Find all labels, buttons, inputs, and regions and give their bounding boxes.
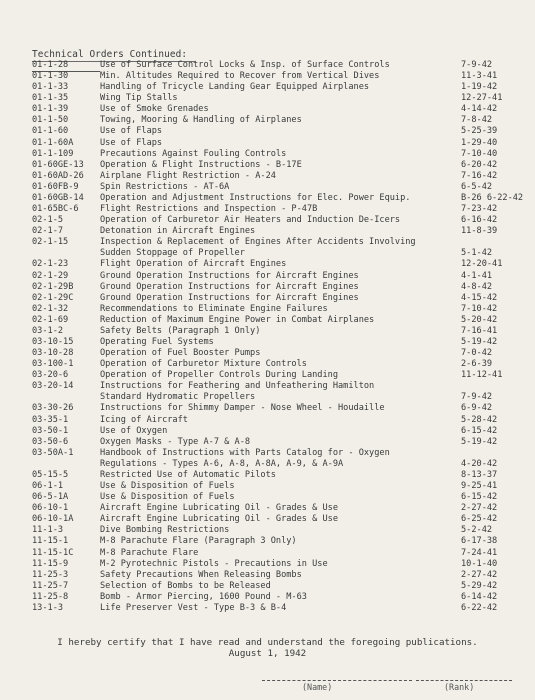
order-number: 03-50A-1 [32, 447, 74, 458]
order-title: Aircraft Engine Lubricating Oil - Grades & Use [100, 503, 338, 514]
order-title: Standard Hydromatic Propellers [100, 392, 256, 403]
order-date: 6-22-42 [461, 602, 498, 613]
order-title: Spin Restrictions - AT-6A [100, 181, 230, 192]
order-date: 10-1-40 [461, 558, 498, 569]
table-row [0, 481, 535, 492]
order-date: 5-25-39 [461, 126, 498, 137]
order-number: 03-10-15 [32, 337, 74, 347]
table-row [0, 370, 535, 381]
order-title: Instructions for Feathering and Unfeathering Hamilton [100, 381, 375, 392]
table-row [0, 359, 535, 370]
order-title: Ground Operation Instructions for Aircraft Engines [100, 270, 359, 281]
order-number: 02-1-29 [32, 270, 69, 281]
order-title: Dive Bombing Restrictions [100, 525, 230, 536]
table-row [0, 293, 535, 304]
order-number: 01-1-39 [32, 104, 69, 115]
order-number: 01-1-33 [32, 82, 69, 93]
table-row [0, 82, 535, 93]
order-date: 11-12-41 [461, 370, 503, 381]
order-title: Wing Tip Stalls [100, 93, 178, 104]
order-title: Towing, Mooring & Handling of Airplanes [100, 115, 302, 126]
order-title: Precautions Against Fouling Controls [100, 148, 287, 159]
order-date: 6-17-38 [461, 536, 498, 547]
order-number: 03-20-14 [32, 381, 74, 392]
table-row [0, 470, 535, 481]
order-date: 5-29-42 [461, 580, 498, 591]
order-title: Operation of Carburetor Air Heaters and Induction De-Icers [100, 215, 401, 226]
order-number: 02-1-7 [32, 226, 64, 237]
table-row [0, 503, 535, 514]
order-title: M-2 Pyrotechnic Pistols - Precautions in Use [100, 558, 328, 569]
order-date: 4-1-41 [461, 270, 493, 281]
table-row [0, 581, 535, 592]
order-title: Ground Operation Instructions for Aircraft Engines [100, 292, 359, 303]
table-row [0, 282, 535, 293]
table-row [0, 559, 535, 570]
order-title: Sudden Stoppage of Propeller [100, 248, 245, 259]
order-title: Bomb - Armor Piercing, 1600 Pound - M-63 [100, 591, 307, 602]
order-number: 01-60AD-26 [32, 170, 84, 181]
order-number: 01-60GB-14 [32, 192, 84, 203]
order-date: 7-8-42 [461, 115, 493, 126]
table-row [0, 570, 535, 581]
table-row [0, 226, 535, 237]
order-title: M-8 Parachute Flare [100, 547, 199, 558]
table-row [0, 126, 535, 137]
table-row [0, 603, 535, 614]
table-row [0, 182, 535, 193]
table-row [0, 448, 535, 459]
order-number: 01-1-109 [32, 148, 74, 159]
table-row [0, 93, 535, 104]
order-title: Inspection & Replacement of Engines After Accidents Involving [100, 237, 416, 248]
name-label: (Name) [302, 682, 333, 692]
order-title: Instructions for Shimmy Damper - Nose Wheel - Houdaille [100, 403, 385, 414]
order-title: Regulations - Types A-6, A-8, A-8A, A-9, & A-9A [100, 458, 344, 469]
order-title: Safety Belts (Paragraph 1 Only) [100, 325, 261, 336]
order-title: Detonation in Aircraft Engines [100, 226, 256, 237]
order-title: Use of Flaps [100, 137, 163, 148]
table-row [0, 348, 535, 359]
table-row [0, 304, 535, 315]
order-date: 6-25-42 [461, 514, 498, 525]
order-title: Operation of Carburetor Mixture Controls [100, 359, 307, 370]
order-number: 06-1-1 [32, 481, 64, 492]
order-title: Use of Smoke Grenades [100, 104, 209, 115]
order-date: 7-24-41 [461, 547, 498, 558]
order-date: 5-2-42 [461, 525, 493, 536]
order-title: Operation and Adjustment Instructions for Elec. Power Equip. [100, 192, 411, 203]
certification-date: August 1, 1942 [228, 648, 307, 659]
table-row [0, 138, 535, 149]
order-title: Operating Fuel Systems [100, 337, 214, 347]
table-row [0, 525, 535, 536]
table-row [0, 415, 535, 426]
order-title: Aircraft Engine Lubricating Oil - Grades & Use [100, 514, 338, 525]
order-date: 7-23-42 [461, 204, 498, 215]
order-number: 11-25-3 [32, 569, 69, 580]
order-number: 01-1-35 [32, 93, 69, 104]
order-date: 1-29-40 [461, 137, 498, 148]
table-row [0, 326, 535, 337]
order-title: Operation of Fuel Booster Pumps [100, 348, 261, 359]
order-title: Selection of Bombs to be Released [100, 580, 271, 591]
order-date: 1-19-42 [461, 82, 498, 93]
table-row [0, 259, 535, 270]
table-row [0, 381, 535, 392]
order-title: Use of Oxygen [100, 425, 168, 436]
order-number: 03-30-26 [32, 403, 74, 414]
order-title: Use & Disposition of Fuels [100, 481, 235, 492]
table-row [0, 215, 535, 226]
order-number: 02-1-23 [32, 259, 69, 270]
order-number: 03-35-1 [32, 414, 69, 425]
order-date: 7-10-42 [461, 303, 498, 314]
order-date: 5-28-42 [461, 414, 498, 425]
table-row [0, 237, 535, 248]
certification-statement: I hereby certify that I have read and understand the foregoing publications. [57, 637, 478, 648]
order-title: Handling of Tricycle Landing Gear Equipped Airplanes [100, 82, 370, 93]
order-date: 6-5-42 [461, 181, 493, 192]
order-date: 12-27-41 [461, 93, 503, 104]
order-title: Handbook of Instructions with Parts Catalog for - Oxygen [100, 447, 390, 458]
order-date: 7-16-42 [461, 170, 498, 181]
order-title: Operation of Propeller Controls During Landing [100, 370, 338, 381]
order-number: 11-25-8 [32, 591, 69, 602]
order-title: Reduction of Maximum Engine Power in Combat Airplanes [100, 314, 375, 325]
table-row [0, 271, 535, 282]
order-date: 6-15-42 [461, 425, 498, 436]
table-row [0, 115, 535, 126]
order-number: 03-20-6 [32, 370, 69, 381]
table-row [0, 204, 535, 215]
order-date: 4-8-42 [461, 281, 493, 292]
order-number: 03-100-1 [32, 359, 74, 370]
table-row [0, 248, 535, 259]
order-number: 01-60GE-13 [32, 159, 84, 170]
order-date: 6-16-42 [461, 215, 498, 226]
order-number: 01-65BC-6 [32, 204, 79, 215]
order-date: 7-0-42 [461, 348, 493, 359]
order-number: 01-1-50 [32, 115, 69, 126]
order-number: 02-1-69 [32, 314, 69, 325]
order-number: 11-25-7 [32, 580, 69, 591]
order-date: 5-20-42 [461, 314, 498, 325]
table-row [0, 403, 535, 414]
order-date: 6-14-42 [461, 591, 498, 602]
table-row [0, 193, 535, 204]
order-number: 11-15-1C [32, 547, 74, 558]
order-number: 03-1-2 [32, 325, 64, 336]
table-row [0, 149, 535, 160]
order-title: Airplane Flight Restriction - A-24 [100, 170, 276, 181]
order-number: 01-1-30 [32, 71, 69, 82]
order-date: 7-16-41 [461, 325, 498, 336]
order-date: 2-27-42 [461, 569, 498, 580]
table-row [0, 160, 535, 171]
order-title: Safety Precautions When Releasing Bombs [100, 569, 302, 580]
order-number: 03-50-1 [32, 425, 69, 436]
order-date: 7-9-42 [461, 392, 493, 403]
order-title: Use of Flaps [100, 126, 163, 137]
order-date: 5-1-42 [461, 248, 493, 259]
rank-label: (Rank) [444, 682, 475, 692]
table-row [0, 315, 535, 326]
order-title: Use & Disposition of Fuels [100, 492, 235, 503]
order-number: 02-1-29B [32, 281, 74, 292]
order-number: 03-50-6 [32, 436, 69, 447]
order-number: 11-15-1 [32, 536, 69, 547]
order-number: 06-10-1 [32, 503, 69, 514]
order-number: 02-1-29C [32, 292, 74, 303]
order-date: 2-27-42 [461, 503, 498, 514]
order-date: 12-20-41 [461, 259, 503, 270]
name-signature-line [262, 680, 412, 681]
order-title: Ground Operation Instructions for Aircraft Engines [100, 281, 359, 292]
order-title: Icing of Aircraft [100, 414, 188, 425]
table-row [0, 437, 535, 448]
table-row [0, 337, 535, 348]
order-title: M-8 Parachute Flare (Paragraph 3 Only) [100, 536, 297, 547]
table-row [0, 426, 535, 437]
order-date: 8-13-37 [461, 469, 498, 480]
order-date: B-26 6-22-42 [461, 192, 524, 203]
table-row [0, 514, 535, 525]
order-date: 6-20-42 [461, 159, 498, 170]
order-date: 11-3-41 [461, 71, 498, 82]
order-number: 01-1-60A [32, 137, 74, 148]
table-row [0, 459, 535, 470]
table-row [0, 104, 535, 115]
order-number: 01-1-28 [32, 60, 100, 72]
order-title: Restricted Use of Automatic Pilots [100, 469, 276, 480]
order-number: 11-1-3 [32, 525, 64, 536]
heading-text: Technical Orders Continued: [32, 49, 188, 60]
order-title: Life Preserver Vest - Type B-3 & B-4 [100, 602, 287, 613]
order-title: Recommendations to Eliminate Engine Failures [100, 303, 328, 314]
order-date: 6-15-42 [461, 492, 498, 503]
order-date: 7-10-40 [461, 148, 498, 159]
order-number: 02-1-32 [32, 303, 69, 314]
order-number: 01-60FB-9 [32, 181, 79, 192]
order-title: Flight Restrictions and Inspection - P-47B [100, 204, 318, 215]
table-row [0, 548, 535, 559]
order-date: 2-6-39 [461, 359, 493, 370]
order-date: 9-25-41 [461, 481, 498, 492]
order-number: 03-10-28 [32, 348, 74, 359]
order-date: 6-9-42 [461, 403, 493, 414]
order-date: 11-8-39 [461, 226, 498, 237]
order-number: 11-15-9 [32, 558, 69, 569]
order-number: 05-15-5 [32, 469, 69, 480]
order-title: Use of Surface Control Locks & Insp. of Surface Controls [100, 60, 390, 70]
order-title: Min. Altitudes Required to Recover from Vertical Dives [100, 71, 380, 82]
order-number: 01-1-60 [32, 126, 69, 137]
table-row [0, 60, 535, 71]
table-row [0, 492, 535, 503]
order-date: 7-9-42 [461, 60, 493, 70]
table-row [0, 592, 535, 603]
order-title: Flight Operation of Aircraft Engines [100, 259, 287, 270]
order-number: 02-1-15 [32, 237, 69, 248]
table-row [0, 392, 535, 403]
order-title: Operation & Flight Instructions - B-17E [100, 159, 302, 170]
order-number: 02-1-5 [32, 215, 64, 226]
table-row [0, 171, 535, 182]
order-date: 5-19-42 [461, 436, 498, 447]
order-date: 4-20-42 [461, 458, 498, 469]
order-number: 13-1-3 [32, 602, 64, 613]
table-row [0, 71, 535, 82]
order-date: 5-19-42 [461, 337, 498, 347]
rank-signature-line [416, 680, 512, 681]
order-number: 06-5-1A [32, 492, 69, 503]
order-title: Oxygen Masks - Type A-7 & A-8 [100, 436, 251, 447]
order-date: 4-15-42 [461, 292, 498, 303]
table-row [0, 536, 535, 547]
order-date: 4-14-42 [461, 104, 498, 115]
order-number: 06-10-1A [32, 514, 74, 525]
